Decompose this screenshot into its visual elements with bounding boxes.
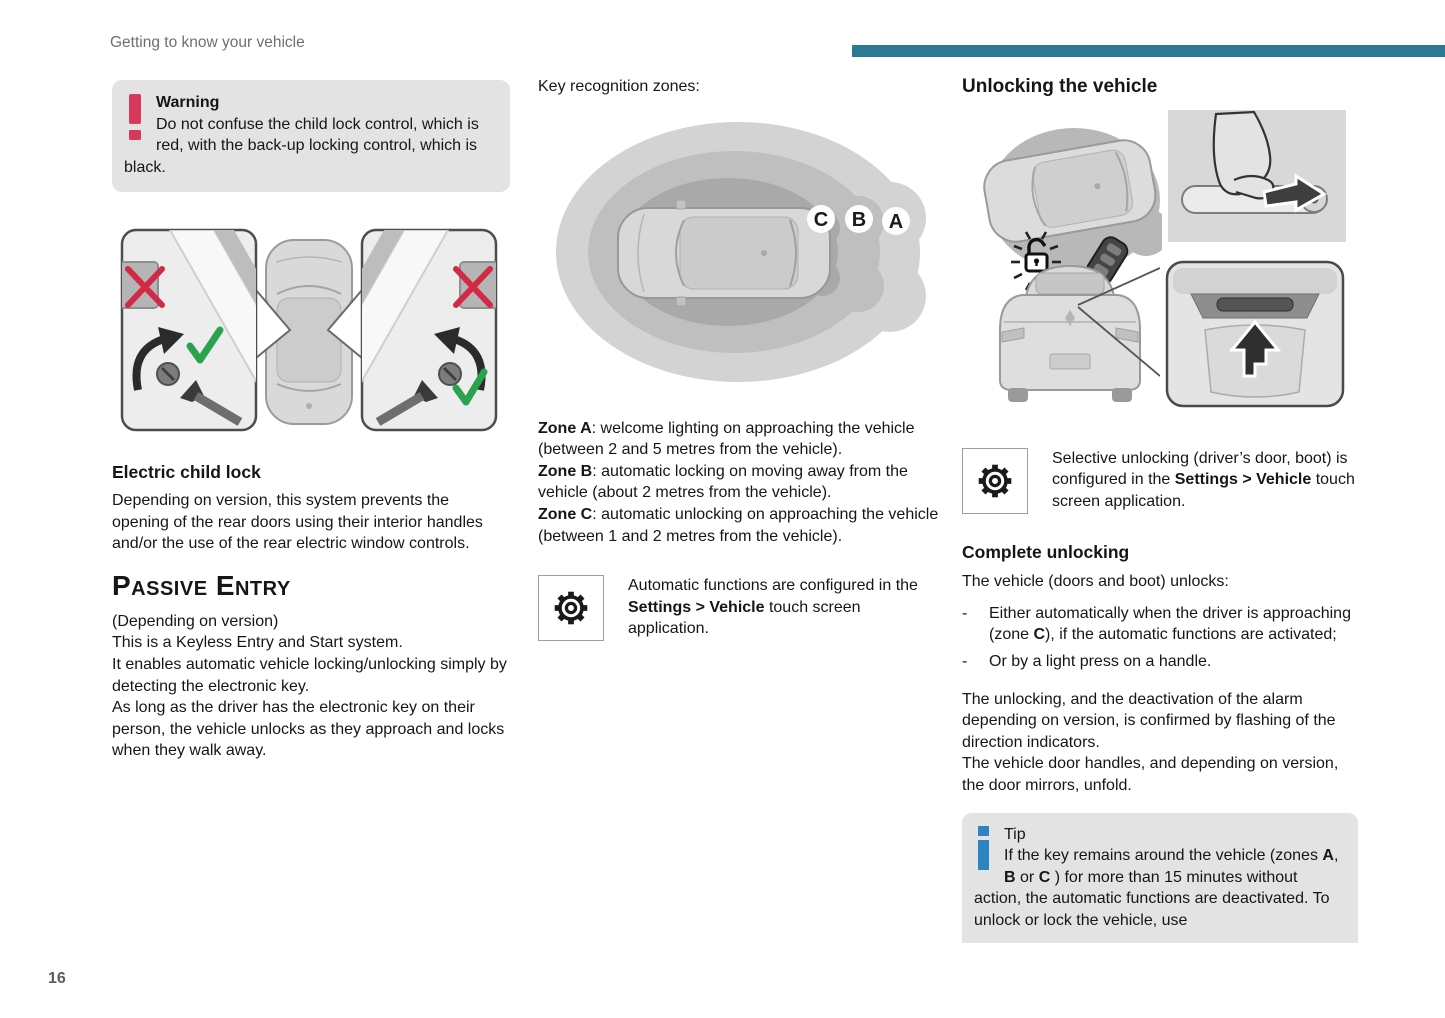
zone-c-text: Zone C: automatic unlocking on approaching the vehicle (between 1 and 2 metres from the vehicle). [538, 505, 939, 545]
car-rear-illustration [980, 258, 1160, 414]
tip-title: Tip [1004, 825, 1026, 843]
passive-entry-line: It enables automatic vehicle locking/unlocking simply by detecting the electronic key. [112, 655, 507, 695]
column-left [112, 80, 510, 762]
section-heading-passive-entry: Passive Entry [112, 569, 291, 601]
zones-description [538, 418, 942, 548]
zones-caption: Key recognition zones: [538, 78, 700, 95]
info-icon [976, 826, 991, 870]
handle-press-illustration [1168, 110, 1346, 242]
settings-note [538, 575, 942, 641]
gear-icon-box [538, 575, 604, 641]
passive-entry-sub: (Depending on version) [112, 612, 279, 630]
column-right [962, 76, 1358, 943]
complete-unlocking-intro: The vehicle (doors and boot) unlocks: [962, 573, 1229, 591]
handles-unfold-para: The vehicle door handles, and depending on version, the door mirrors, unfold. [962, 755, 1339, 794]
page-number: 16 [48, 970, 66, 987]
accent-bar [852, 45, 1445, 57]
zone-label-b: B [851, 208, 867, 231]
section-heading-unlocking: Unlocking the vehicle [962, 76, 1158, 97]
warning-title: Warning [156, 94, 220, 111]
unlock-bullet-list [962, 603, 1358, 673]
page-header: Getting to know your vehicle [110, 34, 305, 51]
section-heading-electric-child-lock: Electric child lock [112, 462, 261, 483]
zone-label-c: C [813, 208, 829, 231]
column-middle [538, 76, 942, 641]
gear-icon [548, 585, 594, 631]
list-item: - Either automatically when the driver is approaching (zone C), if the automatic functions are activated; [962, 603, 1358, 646]
unlocking-figures [962, 110, 1358, 420]
tip-box [962, 813, 1358, 943]
exclamation-icon [126, 94, 144, 140]
gear-icon-box [962, 448, 1028, 514]
key-zones-illustration [552, 110, 928, 390]
warning-box [112, 80, 510, 192]
zone-a-text: Zone A: welcome lighting on approaching the vehicle (between 2 and 5 metres from the vehicle). [538, 419, 915, 459]
boot-release-illustration [1165, 260, 1345, 408]
boot-handle [1217, 298, 1293, 311]
passive-entry-line: As long as the driver has the electronic key on their person, the vehicle unlocks as they approach and locks when they walk away. [112, 699, 505, 760]
electric-child-lock-body: Depending on version, this system prevents the opening of the rear doors using their interior handles and/or the use of the rear electric window controls. [112, 491, 483, 553]
warning-body: Do not confuse the child lock control, which is red, with the back-up locking control, which is black. [124, 115, 479, 176]
zone-label-a: A [888, 210, 904, 233]
settings-note-text: Automatic functions are configured in the Settings > Vehicle touch screen application. [628, 577, 918, 638]
dash-bullet: - [962, 652, 968, 670]
tip-body: If the key remains around the vehicle (zones A, B or C ) for more than 15 minutes without action, the automatic functions are deactivated. To unlock or lock the vehicle, use [974, 847, 1339, 929]
unlock-confirmation-para: The unlocking, and the deactivation of the alarm depending on version, is confirmed by flashing of the direction indicators. [962, 690, 1336, 751]
gear-icon [972, 458, 1018, 504]
list-item: - Or by a light press on a handle. [962, 651, 1358, 673]
selective-unlocking-text: Selective unlocking (driver’s door, boot) is configured in the Settings > Vehicle touch screen application. [1052, 449, 1355, 510]
dash-bullet: - [962, 604, 968, 622]
selective-unlocking-note [962, 448, 1358, 514]
section-heading-complete-unlocking: Complete unlocking [962, 541, 1130, 562]
zone-b-text: Zone B: automatic locking on moving away from the vehicle (about 2 metres from the vehicle). [538, 462, 908, 502]
car-top-view-icon [618, 200, 830, 306]
child-lock-illustration [120, 228, 498, 432]
passive-entry-line: This is a Keyless Entry and Start system. [112, 634, 403, 652]
